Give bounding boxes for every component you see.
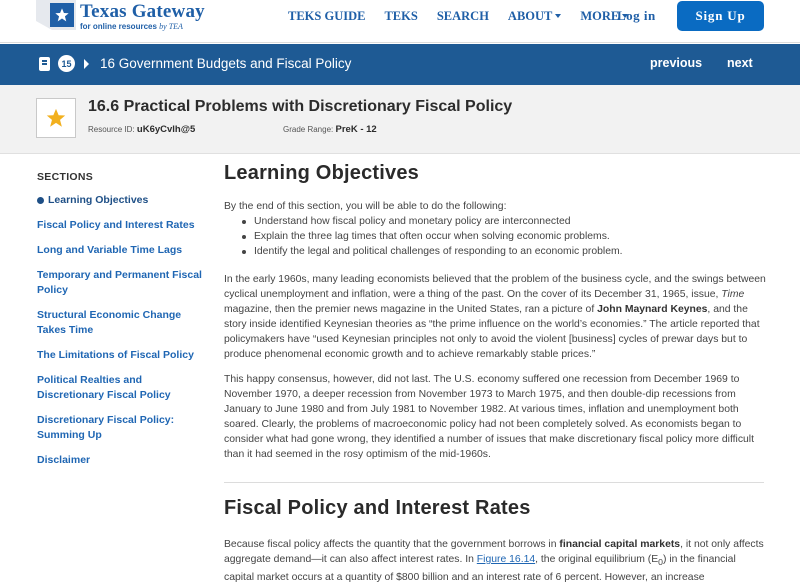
figure-link[interactable]: Figure 16.14 [476,554,536,565]
divider [224,482,764,483]
chapter-title[interactable]: 16 Government Budgets and Fiscal Policy [100,56,352,71]
next-button[interactable]: next [727,56,753,70]
list-item: Explain the three lag times that often occur when solving economic problems. [254,229,766,244]
active-dot-icon [37,197,44,204]
logo-subtitle: for online resources by TEA [80,22,183,31]
main-nav [288,8,647,24]
nav-teks-guide[interactable]: TEKS GUIDE [288,9,366,23]
sidebar-item-political-realties[interactable]: Political Realties and Discretionary Fiscal Policy [37,374,171,401]
resource-header [0,85,800,154]
sidebar-item-fiscal-policy-interest-rates[interactable]: Fiscal Policy and Interest Rates [37,219,195,231]
sections-sidebar [37,171,207,478]
site-header [0,0,800,43]
nav-search[interactable]: SEARCH [436,9,489,23]
book-icon[interactable] [39,57,50,71]
sidebar-item-limitations[interactable]: The Limitations of Fiscal Policy [37,349,194,361]
chapter-bar [0,44,800,85]
favorite-star-icon[interactable] [36,98,76,138]
chevron-down-icon [555,14,561,18]
chevron-right-icon [84,59,89,69]
section-heading-learning-objectives: Learning Objectives [224,162,419,184]
sidebar-item-disclaimer[interactable]: Disclaimer [37,454,91,466]
paragraph: This happy consensus, however, did not last. The U.S. economy suffered one recession from December 1969 to November 1970, a deeper recession from November 1973 to March 1975, and then double-dip recessions from January to June 1980 and from July 1981 to November 1982. At various times, inflation and unemployment both soared. Clearly, the problems of macroeconomic policy had not been completely solved. As economists began to consider what had gone wrong, they identified a number of issues that make discretionary fiscal policy more difficult than it had seemed in the rosy optimism of the mid-1960s. [224,374,755,460]
signup-button[interactable]: Sign Up [677,1,764,31]
chapter-count-badge[interactable]: 15 [58,55,75,72]
sidebar-item-summing-up[interactable]: Discretionary Fiscal Policy: Summing Up [37,414,175,441]
list-item: Identify the legal and political challenges of responding to an economic problem. [254,244,766,259]
page-title: 16.6 Practical Problems with Discretionary Fiscal Policy [88,98,513,115]
paragraph: Because fiscal policy affects the quantity that the government borrows in financial capital markets, it not only affects aggregate demand—it can also affect interest rates. In Figure 16.14, the original equilibrium $(E_0)$ in the financial capital market occurs at a quantity of $800 billion and an interest rate of 6 percent. However, an increase [224,539,764,584]
texas-gateway-logo[interactable] [36,0,205,34]
nav-about[interactable]: ABOUT [508,8,561,24]
list-item: Understand how fiscal policy and monetary policy are interconnected [254,214,766,229]
sidebar-item-learning-objectives[interactable]: Learning Objectives [37,193,202,208]
sidebar-item-temporary-permanent[interactable]: Temporary and Permanent Fiscal Policy [37,269,202,296]
login-link[interactable]: Log in [617,8,656,23]
logo-title: Texas Gateway [80,1,205,22]
previous-button[interactable]: previous [650,56,703,70]
sections-heading: SECTIONS [37,171,94,183]
section-heading-fiscal-policy-interest-rates: Fiscal Policy and Interest Rates [224,497,531,519]
star-icon [50,3,74,27]
main-content [224,162,766,585]
texas-shape-icon [36,0,76,30]
intro-text: By the end of this section, you will be able to do the following: [224,201,507,212]
sidebar-item-time-lags[interactable]: Long and Variable Time Lags [37,244,183,256]
nav-more[interactable]: MORE [580,8,628,24]
sidebar-item-structural-change[interactable]: Structural Economic Change Takes Time [37,309,182,336]
nav-teks[interactable]: TEKS [384,9,418,23]
paragraph: In the early 1960s, many leading economists believed that the problem of the business cycle, and the swings between cyclical unemployment and inflation, were a thing of the past. On the cover of its December 31, 1965, issue, Time magazine, then the premier news magazine in the United States, ran a picture of John Maynard Keynes, and the story inside identified Keynesian theories as “the prime influence on the world’s economies.” The article reported that policymakers have “used Keynesian principles not only to avoid the violent [business] cycles of prewar days but to produce phenomenal economic growth and to achieve remarkably stable prices.” [224,274,766,360]
grade-range: Grade Range: PreK - 12 [283,124,377,135]
resource-id: Resource ID: uK6yCvlh@5 [88,124,196,135]
objectives-list [254,214,766,259]
